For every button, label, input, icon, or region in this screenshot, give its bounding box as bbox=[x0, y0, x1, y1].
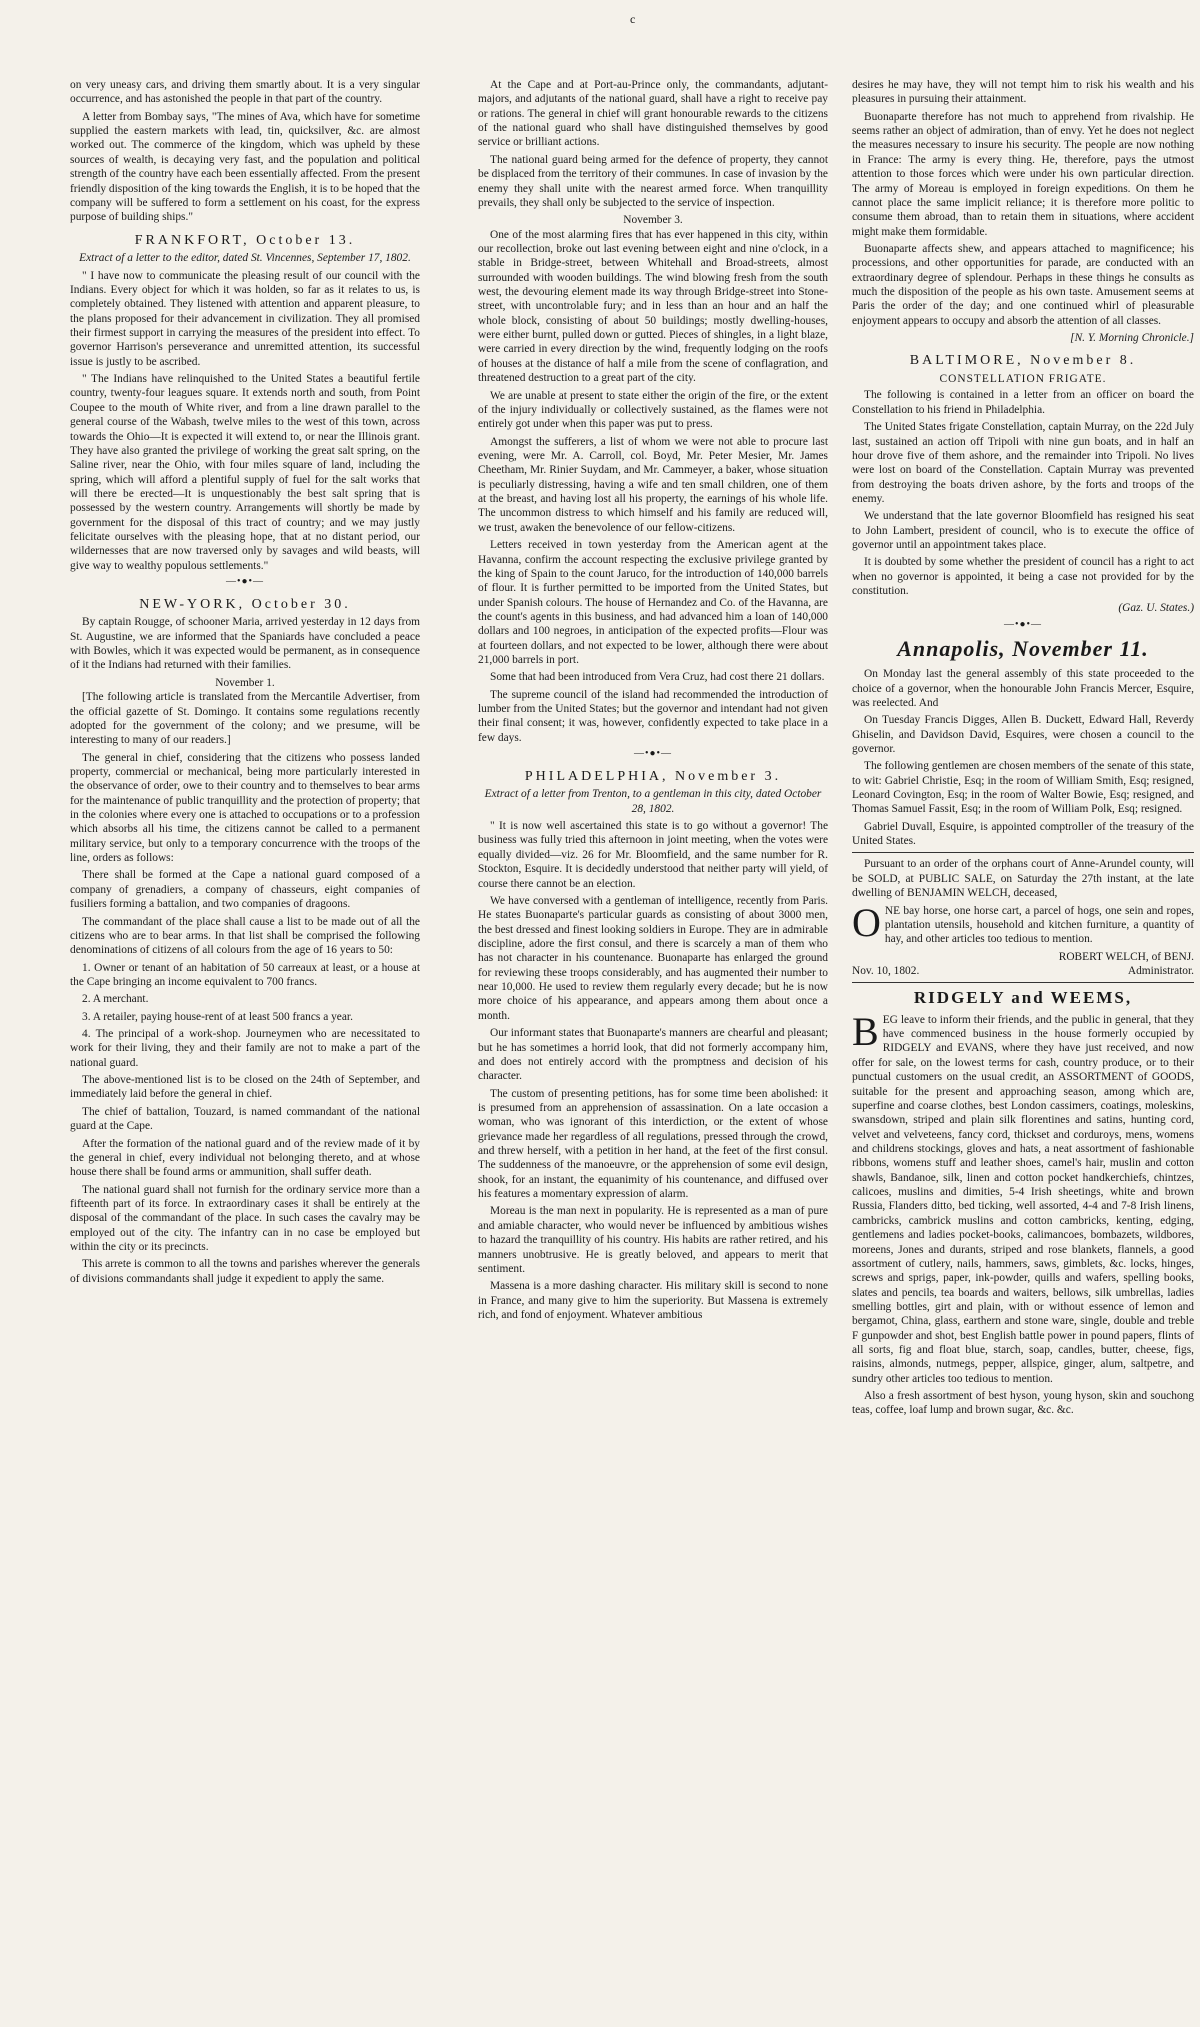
article-paragraph: " I have now to communicate the pleasing result of our council with the Indians. Every object for which it was holden, so far as it relates to us, is completely obtained. They listened with attention and apparent pleasure, to the plans proposed for their advancement in civilization. They all promised their firmest support in carrying the measures of the president into effect. To governor Harrison's perseverance and unremitted attention, its successful issue is justly to be ascribed. bbox=[70, 269, 420, 368]
article-paragraph: The chief of battalion, Touzard, is named commandant of the national guard at the Cape. bbox=[70, 1105, 420, 1133]
article-paragraph: The commandant of the place shall cause a list to be made out of all the citizens who are to bear arms. In that list shall be comprised the following denominations of citizens of all colours from the age of 16 years to 50: bbox=[70, 915, 420, 957]
article-paragraph: We are unable at present to state either the origin of the fire, or the extent of the injury individually or collectively sustained, as the flames were not entirely got under when this paper was put to press. bbox=[478, 389, 828, 431]
article-paragraph: desires he may have, they will not tempt him to risk his wealth and his pleasures in pursuing their attainment. bbox=[852, 79, 1194, 106]
article-paragraph: Massena is a more dashing character. His military skill is second to none in France, and many give to him the superiority. But Massena is extremely rich, and fond of enjoyment. Whatever ambitious bbox=[478, 1280, 828, 1321]
page-mark: c bbox=[630, 12, 636, 26]
advertisement-body: EG leave to inform their friends, and the public in general, that they have commenced business in the house formerly occupied by RIDGELY and EVANS, where they have just received, and now offer for sale, on the lowest terms for cash, country produce, or to their punctual customers on the usual credit, an ASSORTMENT of GOODS, suitable for the present and approaching season, among which are, superfine and coarse clothes, best London cassimers, coatings, moleskins, swansdown, striped and plain silk florentines and satins, hunting cord, velvet and velveteens, fancy cord, thickset and corduroys, mens, womens and childrens stockings, gloves and hats, a neat assortment of fashionable ribbons, womens stuff and leather shoes, camel's hair, muslin and cotton shawls, Bandanoe, silk, linen and cotton pocket handkerchiefs, chintzes, calicoes, muslins and dimities, 5-4 Irish sheetings, white and brown Russia, Flanders ditto, bed ticking, well assorted, 4-4 and 7-8 Irish linens, cambricks, cambrick muslins and cotton cambricks, kenting, edging, gentlemens and ladies pocket-books, calimancoes, bombazets, wildbores, moreens, Jones and durants, striped and rose blankets, flannels, a good assortment of cutlery, nails, hammers, saws, gimblets, &c. locks, hinges, screws and sprigs, paper, ink-powder, quills and wafers, spelling books, slates and pencils, tea boards and waiters, bellows, silk umbrellas, ladies smelling bottles, girt and plain, with or without essence of lemon and bergamot, China, glass, earthern and stone ware, single, double and treble F gunpowder and shot, best English battle power in pound papers, flints of all sorts, fig and float blue, starch, soap, candles, butter, cheese, figs, raisins, almonds, nutmegs, pepper, allspice, ginger, alum, saltpetre, and sundry other articles too tedious to mention. bbox=[852, 1013, 1194, 1385]
article-paragraph: The following is contained in a letter from an officer on board the Constellation to his friend in Philadelphia. bbox=[852, 389, 1194, 416]
divider-rule bbox=[852, 982, 1194, 983]
article-paragraph: 1. Owner or tenant of an habitation of 50 carreaux at least, or a house at the Cape bringing an income equivalent to 700 francs. bbox=[70, 961, 420, 988]
article-paragraph: One of the most alarming fires that has ever happened in this city, within our recollection, broke out last evening between eight and nine o'clock, in a stable in Bridge-street, between Whitehall and Broad-streets, almost surrounded with wooden buildings. The wind blowing fresh from the south west, the devouring element made its way through Bridge-street into Stone-street, with uncontrolable fury; and in less than an hour and an half the whole block, consisting of about 50 buildings; mostly dwelling-houses, were either burnt, pulled down or gutted. Pieces of shingles, in a light blaze, were carried in every direction by the wind, frequently lodging on the roofs of houses at the distance of half a mile from the scene of conflagration, and threatened destruction to a great part of the city. bbox=[478, 228, 828, 385]
advertisement-signer: ROBERT WELCH, of BENJ. bbox=[1058, 950, 1194, 963]
article-paragraph: 3. A retailer, paying house-rent of at least 500 francs a year. bbox=[82, 1010, 353, 1023]
article-paragraph: On Monday last the general assembly of this state proceeded to the choice of a governor, when the honourable John Francis Mercer, Esquire, was reelected. And bbox=[852, 668, 1194, 709]
advertisement-text: Also a fresh assortment of best hyson, young hyson, skin and souchong teas, coffee, loaf lump and brown sugar, &c. &c. bbox=[852, 1390, 1194, 1417]
advertisement-signature-line bbox=[852, 964, 1194, 978]
article-paragraph: We understand that the late governor Bloomfield has resigned his seat to John Lambert, president of council, who is to execute the office of governor until an appointment takes place. bbox=[852, 510, 1194, 552]
article-paragraph: Amongst the sufferers, a list of whom we were not able to procure last evening, were Mr. A. Carroll, col. Boyd, Mr. Peter Mesier, Mr. James Cheetham, Mr. Rinier Suydam, and Mr. Cammeyer, a baker, whose situation is peculiarly distressing, having a wife and ten small children, one of them at the breast, and having lost all his property, the earnings of his whole life. The uncommon distress to which himself and his family are reduced will, we trust, awaken the benevolence of our fellow-citizens. bbox=[478, 435, 828, 534]
article-paragraph: Moreau is the man next in popularity. He is represented as a man of pure and amiable character, who would never be influenced by ambitious wishes to hazard the tranquillity of his country. His habits are rather retired, and his manners unobtrusive. He is greatly beloved, and appears to merit that sentiment. bbox=[478, 1205, 828, 1275]
ornament-divider: —•●•— bbox=[1003, 618, 1043, 630]
article-paragraph: The national guard being armed for the defence of property, they cannot be displaced from the territory of their communes. In case of invasion by the enemy they shall unite with the nearest armed force. When tranquillity prevails, they shall only be subjected to the service of inspection. bbox=[478, 153, 828, 209]
dateline-new-york: NEW-YORK, October 30. bbox=[139, 596, 351, 612]
article-paragraph: The national guard shall not furnish for the ordinary service more than a fifteenth part of its force. In extraordinary cases it shall be entirely at the disposal of the commandant of the place. In such cases the cavalry may be employed out of the city. The infantry can in no case be employed but within the city or its precincts. bbox=[70, 1183, 420, 1254]
article-paragraph: By captain Rougge, of schooner Maria, arrived yesterday in 12 days from St. Augustine, we are informed that the Spaniards have concluded a peace with Bowles, which it was expected would be permanent, as in consequence of it the Indians had returned with their families. bbox=[70, 616, 420, 672]
article-paragraph: " The Indians have relinquished to the United States a beautiful fertile country, twenty-four leagues square. It extends north and south, from Point Coupee to the mouth of White river, and from a line drawn parallel to the general course of the Wabash, twelve miles to the west of this town, across towards the Ohio—It is expected it will extend to, or near the Illinois grant. They have also granted the privilege of working the great salt spring, on the Saline river, near the Ohio, with four miles square of land, including the spring, which will afford a plentiful supply of fuel for the salt works that will there be erected—It is unquestionably the best salt spring that is possessed by the western country. Arrangements will shortly be made by government for the disposal of this tract of country; and we may justly felicitate ourselves with the pleasing hope, that at no distant period, our wildernesses that are now traversed only by savages and wild beasts, will give way to wealthy populous settlements." bbox=[70, 373, 420, 572]
article-paragraph: At the Cape and at Port-au-Prince only, the commandants, adjutant-majors, and adjutants of the national guard, shall have a right to receive pay or rations. The general in chief will grant honourable rewards to the citizens of the national guard who shall have distinguished themselves by good service or brilliant actions. bbox=[478, 79, 828, 149]
article-paragraph: The above-mentioned list is to be closed on the 24th of September, and immediately laid before the general in chief. bbox=[70, 1074, 420, 1101]
article-paragraph: 2. A merchant. bbox=[82, 993, 149, 1006]
ornament-divider: —•●•— bbox=[225, 576, 265, 588]
article-paragraph: Buonaparte therefore has not much to apprehend from rivalship. He seems rather an object of admiration, than of envy. Yet he does not neglect the measures necessary to insure his security. The people are now nothing in France: The army is every thing. He, therefore, pays the utmost attention to those forces which were under his own particular direction. The army of Moreau is employed in foreign expeditions. On them he cannot place the same implicit reliance; it is therefore more politic to consume them abroad, than to retain them in situations, where accident might make them formidable. bbox=[852, 110, 1194, 238]
article-paragraph: On Tuesday Francis Digges, Allen B. Duckett, Edward Hall, Reverdy Ghiselin, and Davidson David, Esquires, were chosen a council to the governor. bbox=[852, 714, 1194, 755]
source-credit: (Gaz. U. States.) bbox=[1118, 602, 1194, 615]
advertisement-text bbox=[852, 1008, 1194, 1386]
article-paragraph: The custom of presenting petitions, has for some time been abolished: it is presumed from an apprehension of assassination. On a late occasion a woman, who was ignorant of this interdiction, or the extent of whose grievance made her regardless of all regulations, pressed through the crowd, and threw herself, with a petition in her hand, at the feet of the first consul. The suddenness of the manoeuvre, or the apprehension of some evil design, shook, for an instant, the equanimity of his countenance, and diffused over his features a momentary expression of alarm. bbox=[478, 1087, 828, 1201]
advertisement-text: Pursuant to an order of the orphans court of Anne-Arundel county, will be SOLD, at PUBLIC SALE, on Saturday the 27th instant, at the late dwelling of BENJAMIN WELCH, deceased, bbox=[852, 858, 1194, 900]
article-paragraph: [The following article is translated from the Mercantile Advertiser, from the official gazette of St. Domingo. It contains some regulations recently adopted for the government of the colony; and we presume, will be interesting to many of our readers.] bbox=[70, 691, 420, 747]
ornament-divider: —•●•— bbox=[633, 748, 673, 760]
drop-cap: O bbox=[852, 899, 881, 945]
dateline-frankfort: FRANKFORT, October 13. bbox=[134, 232, 356, 248]
article-paragraph: Our informant states that Buonaparte's manners are chearful and pleasant; but he has sometimes a horrid look, that did not formerly accompany him, and does not entirely accord with the promptness and decision of his character. bbox=[478, 1027, 828, 1083]
article-paragraph: There shall be formed at the Cape a national guard composed of a company of grenadiers, a company of chasseurs, eight companies of fusiliers forming a battalion, and two companies of dragoons. bbox=[70, 869, 420, 911]
dateline-baltimore: BALTIMORE, November 8. bbox=[909, 353, 1137, 369]
article-paragraph: " It is now well ascertained this state is to go without a governor! The business was fully tried this afternoon in joint meeting, when the votes were equally divided—viz. 26 for Mr. Bloomfield, and the same number for R. Stockton, Esquire. It is decidedly understood that neither party will yield, of course there cannot be an election. bbox=[478, 820, 828, 890]
ridgely-weems-heading: RIDGELY and WEEMS, bbox=[913, 988, 1133, 1008]
column-3 bbox=[852, 78, 1194, 1421]
source-credit: [N. Y. Morning Chronicle.] bbox=[1070, 332, 1194, 345]
annapolis-heading: Annapolis, November 11. bbox=[897, 636, 1149, 662]
article-paragraph: 4. The principal of a work-shop. Journeymen who are necessitated to work for their living, they and their family are not to make a part of the national guard. bbox=[70, 1028, 420, 1069]
article-paragraph: Letters received in town yesterday from the American agent at the Havanna, confirm the account respecting the exclusive privilege granted by the king of Spain to the count Jaruco, for the introduction of 140,000 barrels of flour. It is further permitted to be imported from the United States, but under Spanish colours. The house of Hernandez and Co. of the Havanna, are the count's agents in this business, and had advanced him a loan of 140,000 dollars and 100 negroes, in anticipation of the expected profits—Flour was at fourteen dollars, and not expected to be lower, although there were about 21,000 barrels in port. bbox=[478, 539, 828, 667]
dateline-philadelphia: PHILADELPHIA, November 3. bbox=[524, 768, 782, 784]
article-paragraph: Gabriel Duvall, Esquire, is appointed comptroller of the treasury of the United States. bbox=[852, 820, 1194, 848]
advertisement-date: Nov. 10, 1802. bbox=[852, 964, 920, 977]
article-paragraph: Some that had been introduced from Vera Cruz, had cost there 21 dollars. bbox=[490, 671, 825, 684]
extract-heading: Extract of a letter to the editor, dated St. Vincennes, September 17, 1802. bbox=[79, 252, 411, 265]
article-paragraph: The supreme council of the island had recommended the introduction of lumber from the United States; but the governor and intendant had not given their final consent; it was, however, confidently expected to take place in a few days. bbox=[478, 688, 828, 744]
drop-cap: B bbox=[852, 1008, 879, 1054]
extract-heading: Extract of a letter from Trenton, to a gentleman in this city, dated October 28, 1802. bbox=[484, 788, 822, 815]
article-paragraph: It is doubted by some whether the president of council has a right to act when no governor is appointed, it being a case not provided for by the constitution. bbox=[852, 556, 1194, 598]
article-paragraph: After the formation of the national guard and of the review made of it by the general in chief, every individual not belonging thereto, and at whose house there shall be found arms or ammunition, shall suffer death. bbox=[70, 1137, 420, 1179]
article-paragraph: Buonaparte affects shew, and appears attached to magnificence; his processions, and other opportunities for parade, are conducted with an extraordinary degree of splendour. Perhaps in these things he consults as much the disposition of the people as his own taste. Amusement seems at Paris the order of the day; and one continued whirl of pleasurable enjoyment appears to occupy and absorb the attention of all classes. bbox=[852, 242, 1194, 327]
advertisement-body: NE bay horse, one horse cart, a parcel of hogs, one sein and ropes, plantation utensils, household and kitchen furniture, a quantity of hay, and other articles too tedious to mention. bbox=[884, 904, 1194, 946]
subheading: CONSTELLATION FRIGATE. bbox=[939, 373, 1107, 386]
date-subheading: November 3. bbox=[623, 214, 683, 227]
article-paragraph: The general in chief, considering that the citizens who possess landed property, commercial or mechanical, being more particularly interested in the observance of order, owe to their country and to themselves to bear arms for the maintenance of public tranquillity and the protection of property; that in the colonies where every one is attached to occupations or to a profession which absorbs all his time, the citizens cannot be called to a permanent military service, but only to a temporary concurrence with the troops of the line, orders as follows: bbox=[70, 751, 420, 865]
advertisement-title: Administrator. bbox=[1127, 964, 1194, 977]
article-paragraph: on very uneasy cars, and driving them smartly about. It is a very singular occurrence, and has astonished the people in that part of the country. bbox=[70, 79, 420, 106]
column-2 bbox=[478, 78, 828, 1325]
divider-rule bbox=[852, 852, 1194, 853]
article-paragraph: The following gentlemen are chosen members of the senate of this state, to wit: Gabriel Christie, Esq; in the room of William Smith, Esq; resigned, Leonard Covington, Esq; in the room of Walter Bowie, Esq; resigned, and Thomas Samuel Fassit, Esq; in the room of William Polk, Esq; resigned. bbox=[852, 760, 1194, 816]
article-paragraph: The United States frigate Constellation, captain Murray, on the 22d July last, sustained an action off Tripoli with nine gun boats, and in half an hour drove five of them ashore, and the remainder into Tripoli. No lives were lost on board of the Constellation. Captain Murray was prevented from destroying the boats driven ashore, by the forts and troops of the enemy. bbox=[852, 421, 1194, 505]
advertisement-text bbox=[852, 899, 1194, 947]
date-subheading: November 1. bbox=[215, 676, 275, 689]
column-1 bbox=[70, 78, 420, 1289]
article-paragraph: A letter from Bombay says, "The mines of Ava, which have for sometime supplied the eastern markets with lead, tin, quicksilver, &c. are almost worked out. The commerce of the kingdom, which was upheld by these sources of wealth, is decaying very fast, and the population and political strength of the country have each been essentially affected. From the present friendly disposition of the king towards the English, it is to be hoped that the company will be suffered to form a settlement on his coast, for the express purpose of building ships." bbox=[70, 110, 420, 224]
article-paragraph: We have conversed with a gentleman of intelligence, recently from Paris. He states Buonaparte's particular guards as consisting of about 3000 men, the best dressed and finest looking soldiers in Europe. They are in admirable discipline, adore the first consul, and there is scarcely a man of them who has not character in his countenance. Buonaparte has enlarged the ground for reviewing these troops considerably, and has augmented their number to near 10,000. He used to review them regularly every decade; but he is now more choice of his appearance, and appears among them about once a month. bbox=[478, 894, 828, 1022]
article-paragraph: This arrete is common to all the towns and parishes wherever the generals of divisions commandants shall judge it expedient to apply the same. bbox=[70, 1258, 420, 1285]
